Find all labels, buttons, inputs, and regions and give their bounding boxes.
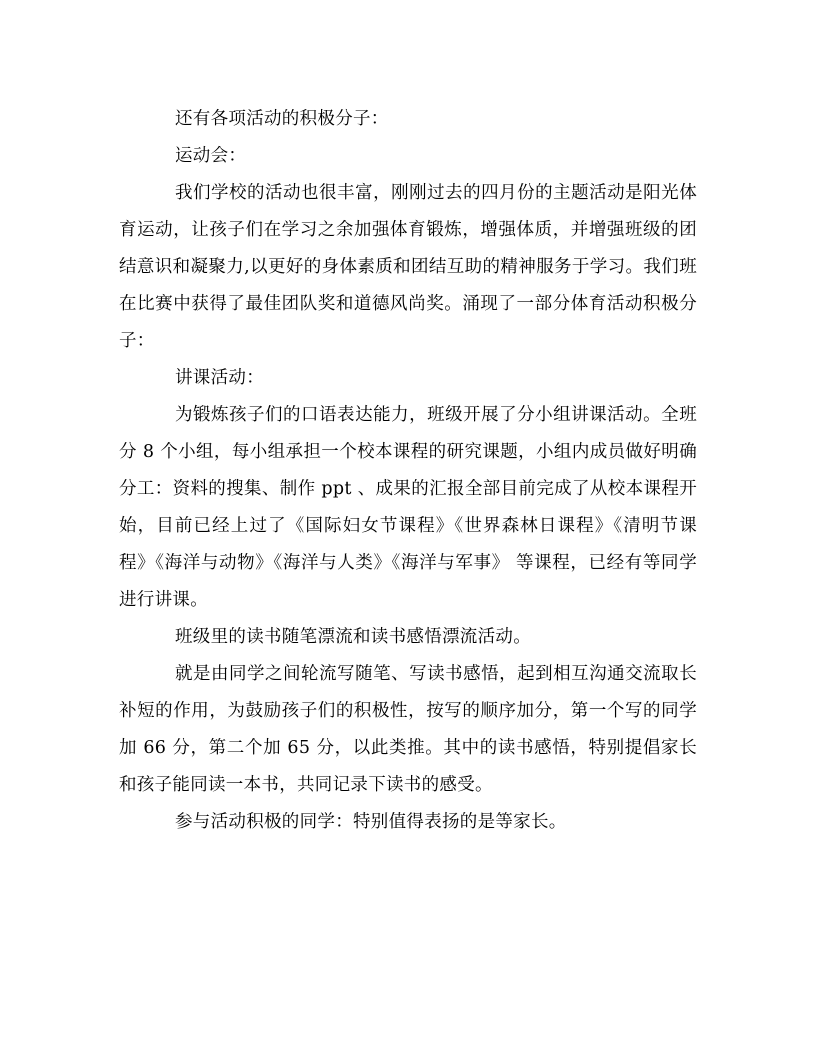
paragraph-sports-meet-body: 我们学校的活动也很丰富，刚刚过去的四月份的主题活动是阳光体育运动，让孩子们在学习之余加强体育锻炼，增强体质，并增强班级的团结意识和凝聚力,以更好的身体素质和团结互助的精神服务于学习。我们班在比赛中获得了最佳团队奖和道德风尚奖。涌现了一部分体育活动积极分子：: [119, 183, 697, 351]
paragraph-lecture-heading: 讲课活动：: [175, 368, 264, 388]
paragraph-reading-drift-heading: 班级里的读书随笔漂流和读书感悟漂流活动。: [175, 627, 531, 647]
paragraph-reading-drift-body: 就是由同学之间轮流写随笔、写读书感悟，起到相互沟通交流取长补短的作用，为鼓励孩子们的积极性，按写的顺序加分，第一个写的同学加 66 分，第二个加 65 分，以此类推。其中的读书感悟，特别提倡家长和孩子能同读一本书，共同记录下读书的感受。: [119, 664, 697, 795]
document-body: [119, 101, 697, 841]
paragraph-activity-activists: 还有各项活动的积极分子：: [175, 109, 389, 129]
paragraph-lecture-body: 为锻炼孩子们的口语表达能力，班级开展了分小组讲课活动。全班分 8 个小组，每小组承担一个校本课程的研究课题，小组内成员做好明确分工：资料的搜集、制作 ppt 、成果的汇报全部目前完成了从校本课程开始，目前已经上过了《国际妇女节课程》《世界森林日课程》《清明节课程》《海洋与动物》《海洋与人类》《海洋与军事》 等课程，已经有等同学进行讲课。: [119, 405, 697, 610]
paragraph-active-participants: 参与活动积极的同学：特别值得表扬的是等家长。: [175, 812, 567, 832]
paragraph-sports-meet-heading: 运动会：: [175, 146, 247, 166]
